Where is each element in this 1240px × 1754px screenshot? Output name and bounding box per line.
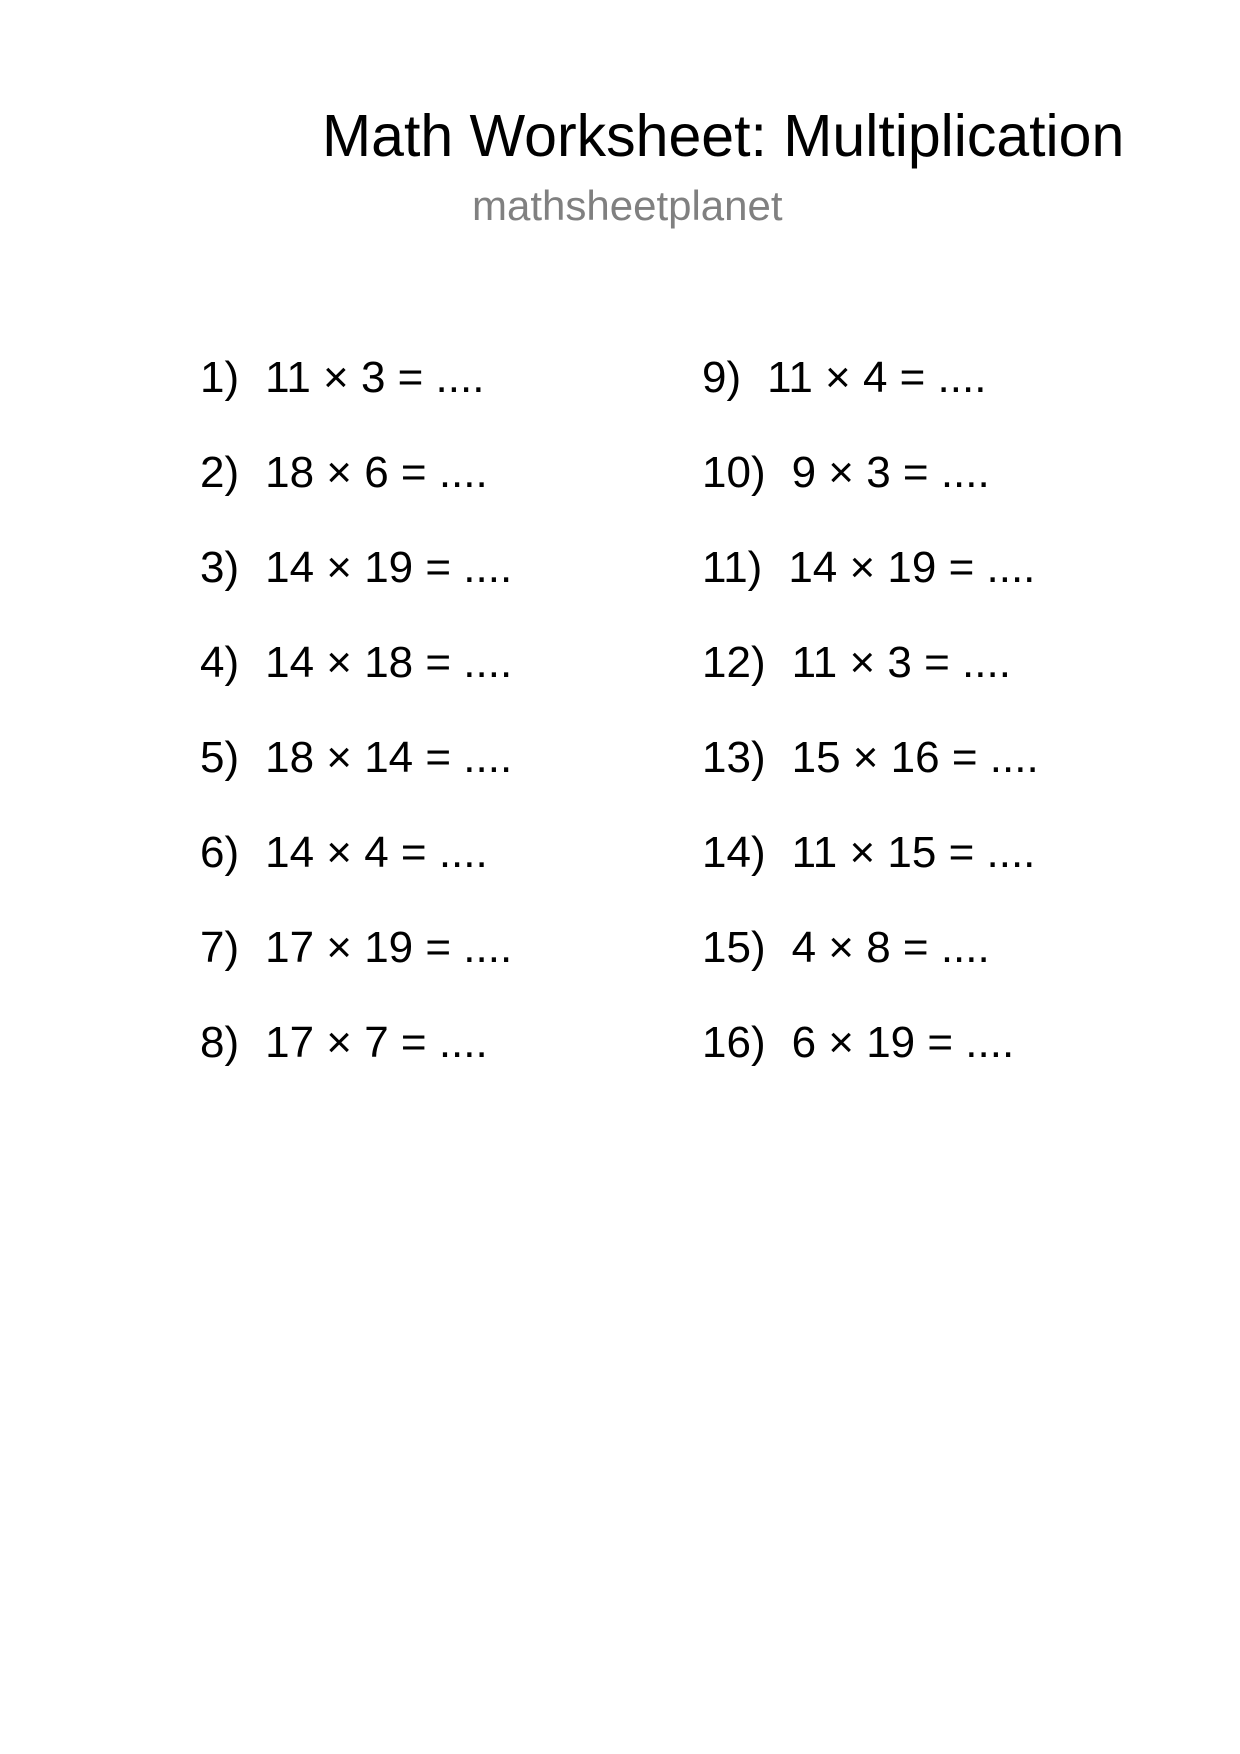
problem-10	[702, 443, 1039, 538]
worksheet-title: Math Worksheet: Multiplication	[322, 103, 1125, 169]
worksheet-subtitle: mathsheetplanet	[472, 182, 783, 229]
problem-expression: 11 × 4 = ....	[767, 353, 987, 402]
problem-number: 2)	[200, 448, 240, 497]
problem-5	[200, 728, 512, 823]
problem-15	[702, 918, 1039, 1013]
problem-13	[702, 728, 1039, 823]
problem-9	[702, 348, 1039, 443]
problem-4	[200, 633, 512, 728]
problem-16	[702, 1013, 1039, 1108]
problem-expression: 11 × 15 = ....	[791, 828, 1036, 877]
problem-expression: 11 × 3 = ....	[265, 353, 485, 402]
problem-expression: 14 × 19 = ....	[788, 543, 1036, 592]
problem-number: 11)	[702, 543, 763, 592]
problem-number: 8)	[200, 1018, 240, 1067]
problem-expression: 11 × 3 = ....	[791, 638, 1011, 687]
problem-number: 16)	[702, 1018, 766, 1067]
problem-number: 5)	[200, 733, 240, 782]
problem-number: 1)	[200, 353, 240, 402]
problem-expression: 14 × 18 = ....	[265, 638, 513, 687]
problem-expression: 14 × 19 = ....	[265, 543, 513, 592]
problem-8	[200, 1013, 512, 1108]
problem-number: 9)	[702, 353, 742, 402]
problem-number: 12)	[702, 638, 766, 687]
problem-12	[702, 633, 1039, 728]
problem-6	[200, 823, 512, 918]
problem-11	[702, 538, 1039, 633]
problem-7	[200, 918, 512, 1013]
problem-column-left	[200, 348, 512, 1108]
problem-number: 4)	[200, 638, 240, 687]
problem-expression: 9 × 3 = ....	[791, 448, 990, 497]
problem-expression: 17 × 7 = ....	[265, 1018, 488, 1067]
problem-expression: 14 × 4 = ....	[265, 828, 488, 877]
problem-expression: 18 × 6 = ....	[265, 448, 488, 497]
problem-number: 6)	[200, 828, 240, 877]
problem-3	[200, 538, 512, 633]
problem-number: 7)	[200, 923, 240, 972]
problem-14	[702, 823, 1039, 918]
problem-number: 13)	[702, 733, 766, 782]
problem-1	[200, 348, 512, 443]
problem-2	[200, 443, 512, 538]
problem-expression: 4 × 8 = ....	[791, 923, 990, 972]
problem-column-right	[702, 348, 1039, 1108]
problem-expression: 15 × 16 = ....	[791, 733, 1039, 782]
problem-number: 10)	[702, 448, 766, 497]
problem-expression: 18 × 14 = ....	[265, 733, 513, 782]
problem-expression: 6 × 19 = ....	[791, 1018, 1015, 1067]
problem-expression: 17 × 19 = ....	[265, 923, 513, 972]
problem-number: 3)	[200, 543, 240, 592]
problem-number: 14)	[702, 828, 766, 877]
problem-number: 15)	[702, 923, 766, 972]
